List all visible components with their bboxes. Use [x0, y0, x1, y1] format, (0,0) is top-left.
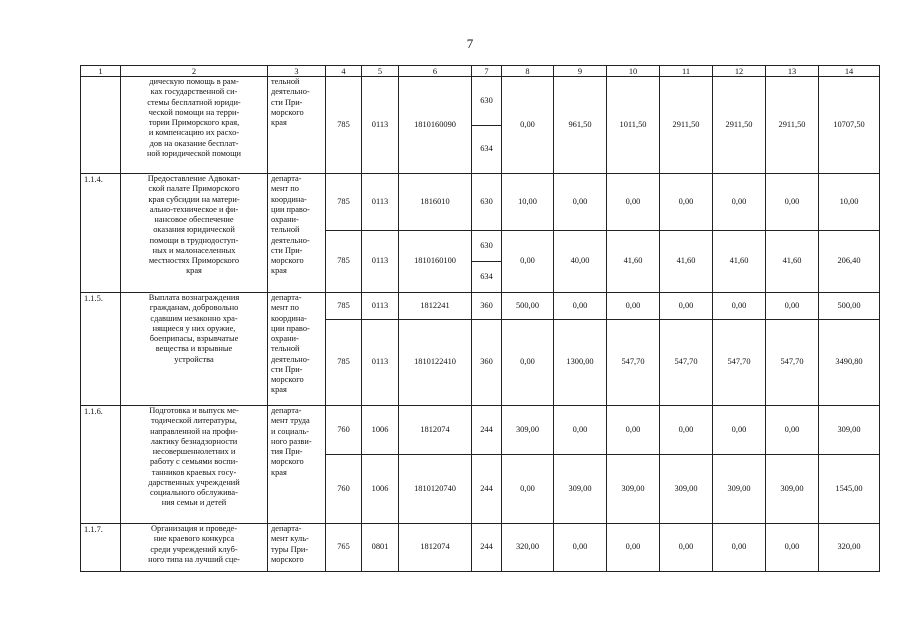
column-header-1: 1: [81, 66, 121, 77]
cell-amount-c13: 0,00: [766, 524, 819, 572]
agency-line: и социаль-: [271, 426, 310, 436]
agency-line: департа-: [271, 174, 302, 183]
cell-section-code: 0113: [362, 77, 399, 174]
agency-line: департа-: [271, 524, 302, 533]
description-line: Предоставление Адвокат-: [147, 174, 241, 183]
cell-amount-c10: 309,00: [607, 455, 660, 524]
cell-expense-type: [472, 231, 502, 293]
cell-amount-c11: 41,60: [660, 231, 713, 293]
agency-line: морского: [271, 457, 304, 467]
cell-target-code: 1810122410: [399, 320, 472, 406]
description-line: лактику безнадзорности: [150, 436, 238, 446]
item-number: 1.1.6.: [81, 406, 121, 524]
cell-target-code: 1810120740: [399, 455, 472, 524]
agency-line: сти При-: [271, 97, 303, 107]
agency-line: морского: [271, 554, 304, 564]
description-line: стемы бесплатной юриди-: [147, 97, 241, 107]
cell-amount-c14: 3490,80: [819, 320, 880, 406]
cell-amount-c10: 0,00: [607, 524, 660, 572]
column-header-10: 10: [607, 66, 660, 77]
cell-target-code: 1810160100: [399, 231, 472, 293]
cell-amount-c8: 320,00: [502, 524, 554, 572]
cell-expense-type: 244: [472, 455, 502, 524]
cell-amount-c12: 309,00: [713, 455, 766, 524]
cell-ministry-code: 785: [326, 174, 362, 231]
cell-ministry-code: 785: [326, 77, 362, 174]
item-number: 1.1.7.: [81, 524, 121, 572]
agency-line: края: [271, 118, 287, 127]
cell-expense-type: 360: [472, 320, 502, 406]
description-line: среди учреждений клуб-: [150, 544, 238, 554]
cell-amount-c10: 1011,50: [607, 77, 660, 174]
agency-line: морского: [271, 256, 304, 265]
cell-section-code: 0113: [362, 293, 399, 320]
cell-expense-type: 244: [472, 524, 502, 572]
agency-line: морского: [271, 107, 304, 117]
cell-amount-c12: 0,00: [713, 524, 766, 572]
item-description: [121, 174, 268, 293]
description-line: края: [186, 266, 202, 276]
description-line: и компенсацию их расхо-: [148, 128, 240, 138]
cell-amount-c8: 0,00: [502, 231, 554, 293]
agency-line: охрани-: [271, 334, 299, 343]
agency-line: тия При-: [271, 447, 303, 456]
cell-amount-c11: 0,00: [660, 293, 713, 320]
cell-amount-c11: 0,00: [660, 406, 713, 455]
agency-line: тельной: [271, 77, 300, 86]
description-line: края субсидии на матери-: [148, 194, 240, 204]
agency-line: тельной: [271, 344, 300, 354]
cell-amount-c8: 0,00: [502, 77, 554, 174]
cell-amount-c9: 0,00: [554, 174, 607, 231]
agency-line: ного разви-: [271, 436, 312, 446]
cell-target-code: 1812241: [399, 293, 472, 320]
agency-line: туры При-: [271, 544, 309, 554]
cell-section-code: 1006: [362, 455, 399, 524]
cell-target-code: 1812074: [399, 406, 472, 455]
cell-amount-c12: 0,00: [713, 406, 766, 455]
cell-amount-c9: 0,00: [554, 524, 607, 572]
column-header-14: 14: [819, 66, 880, 77]
cell-ministry-code: 760: [326, 455, 362, 524]
item-description: [121, 77, 268, 174]
cell-section-code: 0113: [362, 320, 399, 406]
column-header-4: 4: [326, 66, 362, 77]
column-header-13: 13: [766, 66, 819, 77]
item-description: [121, 524, 268, 572]
description-line: гражданам, добровольно: [149, 303, 239, 313]
cell-section-code: 1006: [362, 406, 399, 455]
description-line: ально-техническое и фи-: [149, 204, 239, 214]
cell-amount-c12: 0,00: [713, 174, 766, 231]
cell-amount-c13: 0,00: [766, 293, 819, 320]
header-row: [81, 66, 880, 77]
cell-amount-c12: 41,60: [713, 231, 766, 293]
cell-section-code: 0113: [362, 231, 399, 293]
cell-section-code: 0801: [362, 524, 399, 572]
description-line: ния семьи и детей: [161, 498, 227, 508]
description-line: ческой помощи на терри-: [148, 107, 240, 117]
cell-amount-c12: 2911,50: [713, 77, 766, 174]
description-line: танников краевых госу-: [151, 467, 237, 477]
agency-line: департа-: [271, 406, 302, 415]
column-header-7: 7: [472, 66, 502, 77]
item-number: 1.1.5.: [81, 293, 121, 406]
table-body: [81, 77, 880, 572]
cell-expense-type: 244: [472, 406, 502, 455]
table-row: [81, 174, 880, 231]
column-header-12: 12: [713, 66, 766, 77]
column-header-11: 11: [660, 66, 713, 77]
responsible-agency: [268, 293, 326, 406]
description-line: социального обслужива-: [150, 488, 238, 497]
agency-line: края: [271, 467, 287, 477]
description-line: тории Приморского края,: [148, 118, 240, 127]
cell-amount-c9: 0,00: [554, 406, 607, 455]
column-header-8: 8: [502, 66, 554, 77]
description-line: оказания юридической: [153, 225, 235, 235]
cell-section-code: 0113: [362, 174, 399, 231]
cell-amount-c11: 2911,50: [660, 77, 713, 174]
column-header-2: 2: [121, 66, 268, 77]
cell-amount-c11: 547,70: [660, 320, 713, 406]
description-line: вещества и взрывные: [155, 344, 233, 354]
responsible-agency: [268, 406, 326, 524]
description-line: дическую помощь в рам-: [149, 77, 239, 86]
agency-line: мент по: [271, 184, 299, 194]
cell-amount-c9: 40,00: [554, 231, 607, 293]
cell-amount-c14: 1545,00: [819, 455, 880, 524]
expense-type-value: 634: [472, 261, 501, 292]
table-row: [81, 524, 880, 572]
description-line: несовершеннолетних и: [152, 447, 236, 456]
description-line: нансовое обеспечение: [154, 215, 234, 224]
description-line: местностях Приморского: [148, 256, 240, 265]
cell-target-code: 1812074: [399, 524, 472, 572]
description-line: помощи в труднодоступ-: [149, 235, 239, 245]
cell-amount-c11: 309,00: [660, 455, 713, 524]
cell-amount-c8: 0,00: [502, 455, 554, 524]
agency-line: охрани-: [271, 215, 299, 224]
cell-amount-c13: 0,00: [766, 174, 819, 231]
cell-amount-c14: 500,00: [819, 293, 880, 320]
cell-ministry-code: 765: [326, 524, 362, 572]
cell-amount-c8: 0,00: [502, 320, 554, 406]
description-line: сдавшим незаконно хра-: [150, 313, 238, 323]
column-header-9: 9: [554, 66, 607, 77]
responsible-agency: [268, 77, 326, 174]
cell-amount-c9: 961,50: [554, 77, 607, 174]
agency-line: края: [271, 385, 287, 395]
cell-amount-c13: 309,00: [766, 455, 819, 524]
table-row: [81, 77, 880, 174]
cell-expense-type: 360: [472, 293, 502, 320]
cell-amount-c10: 547,70: [607, 320, 660, 406]
item-description: [121, 293, 268, 406]
cell-amount-c10: 41,60: [607, 231, 660, 293]
agency-line: деятельно-: [271, 87, 310, 97]
expense-type-value: 634: [472, 125, 501, 174]
cell-amount-c12: 547,70: [713, 320, 766, 406]
responsible-agency: [268, 524, 326, 572]
agency-line: ции право-: [271, 204, 310, 214]
cell-amount-c14: 10,00: [819, 174, 880, 231]
agency-line: мент труда: [271, 416, 310, 426]
cell-expense-type: [472, 77, 502, 174]
description-line: дарственных учреждений: [148, 477, 240, 487]
cell-amount-c13: 0,00: [766, 406, 819, 455]
description-line: дов на оказание бесплат-: [149, 138, 239, 148]
agency-line: сти При-: [271, 364, 303, 374]
column-header-5: 5: [362, 66, 399, 77]
description-line: ных и малонаселенных: [152, 245, 236, 255]
cell-amount-c8: 309,00: [502, 406, 554, 455]
agency-line: мент куль-: [271, 534, 309, 544]
agency-line: деятельно-: [271, 235, 310, 245]
description-line: боеприпасы, взрывчатые: [149, 334, 239, 343]
item-description: [121, 406, 268, 524]
cell-amount-c14: 309,00: [819, 406, 880, 455]
agency-line: морского: [271, 375, 304, 384]
page-number: 7: [466, 36, 474, 51]
agency-line: департа-: [271, 293, 302, 302]
cell-amount-c13: 41,60: [766, 231, 819, 293]
description-line: работу с семьями воспи-: [149, 457, 239, 467]
agency-line: края: [271, 266, 287, 276]
cell-ministry-code: 785: [326, 231, 362, 293]
cell-amount-c13: 547,70: [766, 320, 819, 406]
cell-amount-c12: 0,00: [713, 293, 766, 320]
table-row: [81, 293, 880, 320]
cell-amount-c14: 10707,50: [819, 77, 880, 174]
cell-amount-c10: 0,00: [607, 293, 660, 320]
description-line: Организация и проведе-: [151, 524, 237, 533]
cell-amount-c10: 0,00: [607, 174, 660, 231]
cell-amount-c13: 2911,50: [766, 77, 819, 174]
cell-ministry-code: 785: [326, 320, 362, 406]
description-line: ного типа на лучший сце-: [148, 554, 240, 564]
description-line: тодической литературы,: [151, 416, 237, 426]
column-header-3: 3: [268, 66, 326, 77]
description-line: ной юридической помощи: [146, 148, 242, 158]
cell-amount-c14: 320,00: [819, 524, 880, 572]
cell-amount-c9: 0,00: [554, 293, 607, 320]
description-line: Выплата вознаграждения: [148, 293, 240, 302]
cell-amount-c8: 500,00: [502, 293, 554, 320]
agency-line: мент по: [271, 303, 299, 313]
description-line: ской палате Приморского: [148, 184, 240, 194]
item-number: [81, 77, 121, 174]
cell-ministry-code: 785: [326, 293, 362, 320]
description-line: направленной на профи-: [150, 426, 238, 436]
cell-amount-c8: 10,00: [502, 174, 554, 231]
cell-ministry-code: 760: [326, 406, 362, 455]
description-line: Подготовка и выпуск ме-: [149, 406, 239, 415]
agency-line: сти При-: [271, 245, 303, 255]
item-number: 1.1.4.: [81, 174, 121, 293]
column-header-6: 6: [399, 66, 472, 77]
agency-line: деятельно-: [271, 354, 310, 364]
cell-amount-c10: 0,00: [607, 406, 660, 455]
cell-amount-c14: 206,40: [819, 231, 880, 293]
cell-target-code: 1816010: [399, 174, 472, 231]
cell-amount-c11: 0,00: [660, 174, 713, 231]
expense-type-value: 630: [480, 95, 493, 105]
description-line: устройства: [174, 354, 214, 364]
cell-amount-c11: 0,00: [660, 524, 713, 572]
cell-expense-type: 630: [472, 174, 502, 231]
table-row: [81, 406, 880, 455]
responsible-agency: [268, 174, 326, 293]
cell-amount-c9: 1300,00: [554, 320, 607, 406]
description-line: нящиеся у них оружие,: [152, 323, 236, 333]
budget-table: [80, 65, 880, 572]
agency-line: координа-: [271, 194, 307, 204]
agency-line: тельной: [271, 225, 300, 235]
description-line: ках государственной си-: [150, 87, 238, 97]
description-line: ние краевого конкурса: [153, 534, 235, 544]
cell-amount-c9: 309,00: [554, 455, 607, 524]
cell-target-code: 1810160090: [399, 77, 472, 174]
expense-type-value: 630: [480, 240, 493, 250]
agency-line: ции право-: [271, 323, 310, 333]
agency-line: координа-: [271, 313, 307, 323]
